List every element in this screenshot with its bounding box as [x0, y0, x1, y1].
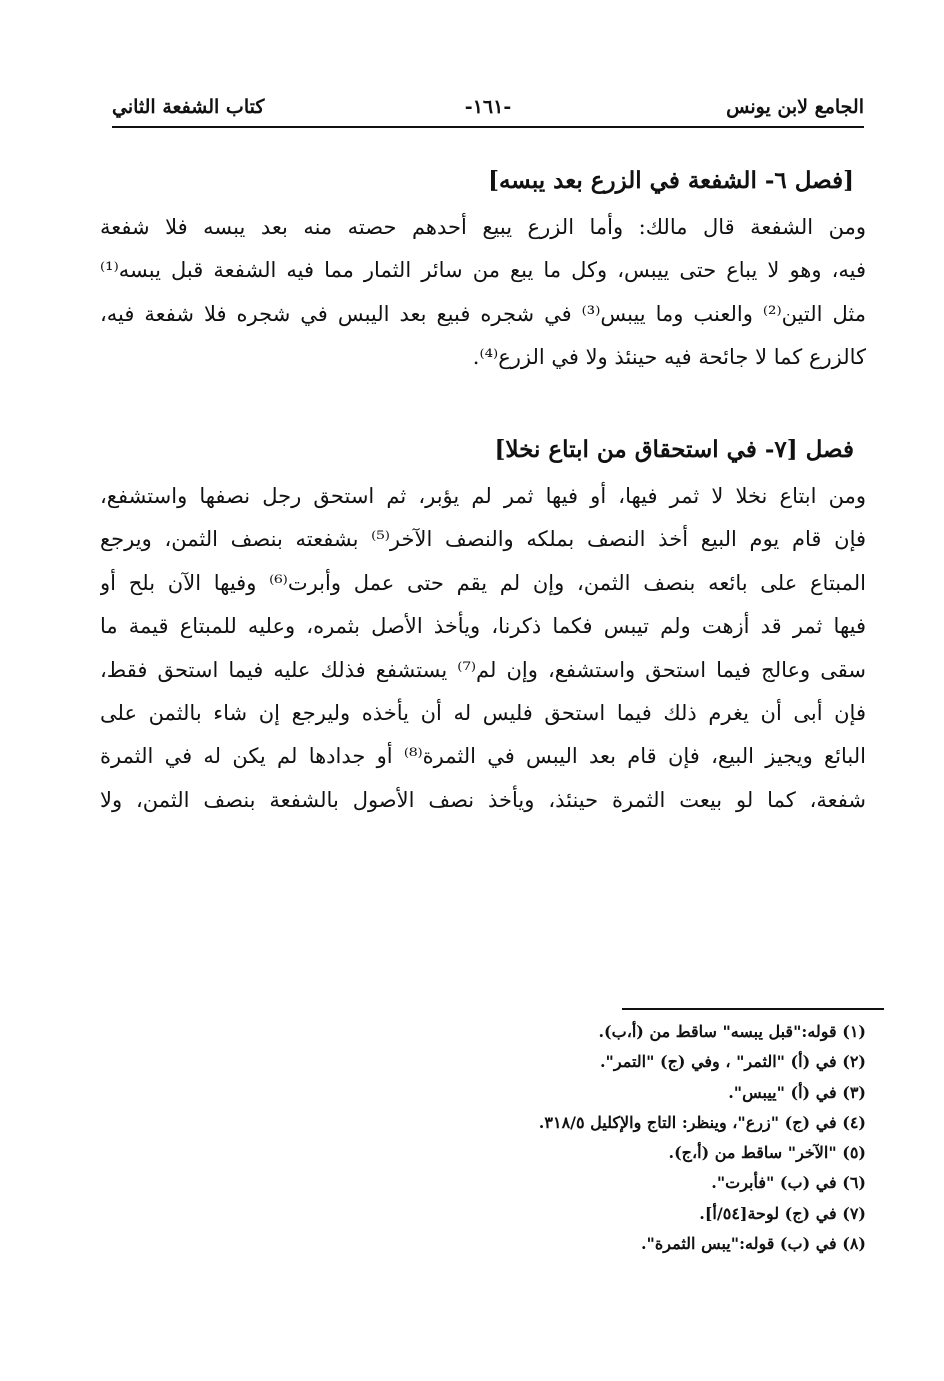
footnote: (٤) في (ج) "زرع"، وينظر: التاج والإكليل ٣١٨/٥.	[538, 1112, 866, 1132]
footnote: (٣) في (أ) "ييبس".	[728, 1082, 866, 1102]
paragraph-line: كالزرع كما لا جائحة فيه حينئذ ولا في الزرع⁽⁴⁾.	[472, 345, 866, 370]
paragraph-line: شفعة، كما لو بيعت الثمرة حينئذ، ويأخذ نصف الأصول بالشفعة بنصف الثمن، ولا	[100, 787, 866, 812]
paragraph-line: المبتاع على بائعه بنصف الثمن، وإن لم يقم حتى عمل وأبرت⁽⁶⁾ وفيها الآن بلح أو	[100, 570, 866, 595]
footnote: (٨) في (ب) قوله:"يبس الثمرة".	[640, 1234, 866, 1254]
footnote: (٢) في (أ) "الثمر" ، وفي (ج) "التمر".	[599, 1052, 866, 1072]
running-header	[112, 92, 864, 128]
paragraph-line: فيها ثمر قد أزهت ولم تيبس فكما ذكرنا، ويأخذ الأصل بثمره، وعليه للمبتاع قيمة ما	[100, 614, 866, 639]
paragraph-line: فإن قام يوم البيع أخذ النصف بملكه والنصف الآخر⁽⁵⁾ بشفعته بنصف الثمن، ويرجع	[100, 527, 866, 552]
footnote: (١) قوله:"قبل يبسه" ساقط من (أ،ب).	[598, 1022, 866, 1041]
paragraph-line: سقى وعالج فيما استحق واستشفع، وإن لم⁽⁷⁾ يستشفع فذلك عليه فيما استحق فقط،	[100, 657, 866, 682]
footnotes	[539, 1022, 866, 1264]
section-6-title: [فصل ٦- الشفعة في الزرع بعد يبسه]	[488, 167, 854, 194]
paragraph-line: مثل التين⁽²⁾ والعنب وما ييبس⁽³⁾ في شجره فبيع بعد اليبس في شجره فلا شفعة فيه،	[100, 301, 866, 326]
paragraph-line: البائع ويجيز البيع، فإن قام بعد اليبس في الثمرة⁽⁸⁾ أو جدادها لم يكن له في الثمرة	[100, 744, 866, 769]
footnote: (٦) في (ب) "فأبرت".	[711, 1173, 866, 1193]
paragraph-line: ومن ابتاع نخلا لا ثمر فيها، أو فيها ثمر لم يؤبر، ثم استحق رجل نصفها واستشفع،	[100, 484, 866, 508]
paragraph-line: ومن الشفعة قال مالك: وأما الزرع يبيع أحدهم حصته منه بعد يبسه فلا شفعة	[100, 215, 866, 239]
header-chapter-title: كتاب الشفعة الثاني	[112, 96, 265, 118]
section-6-paragraph	[100, 206, 866, 380]
footnote: (٥) "الآخر" ساقط من (أ،ج).	[668, 1143, 866, 1163]
footnote-divider	[622, 1008, 884, 1010]
header-book-title: الجامع لابن يونس	[726, 96, 864, 118]
paragraph-line: فإن أبى أن يغرم ذلك فيما استحق فليس له أن يأخذه وليرجع إن شاء بالثمن على	[100, 700, 866, 725]
section-7-paragraph	[100, 475, 866, 822]
section-7-title: فصل [٧- في استحقاق من ابتاع نخلا]	[494, 436, 854, 463]
header-page-number: -١٦١-	[464, 96, 512, 118]
paragraph-line: فيه، وهو لا يباع حتى ييبس، وكل ما يبع من سائر الثمار مما فيه الشفعة قبل يبسه⁽¹⁾	[100, 258, 866, 283]
footnote: (٧) في (ج) لوحة[٥٤/أ].	[699, 1203, 866, 1223]
